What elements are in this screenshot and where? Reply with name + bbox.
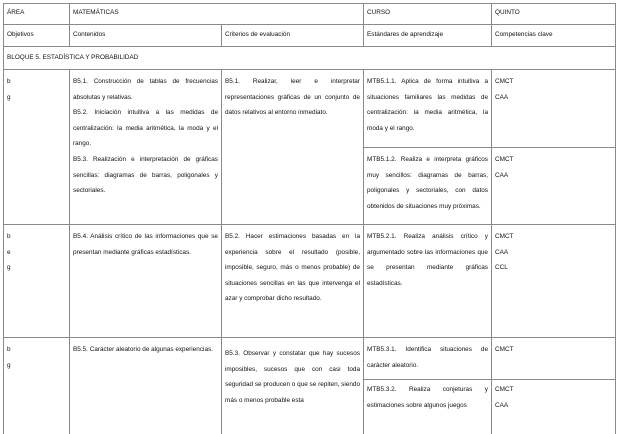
objetivo-item: g bbox=[7, 264, 11, 272]
row-2-objetivos bbox=[3, 224, 69, 337]
competencia-item: CMCT bbox=[495, 386, 514, 393]
competencia-item: CMCT bbox=[495, 233, 514, 240]
competencia-item: CMCT bbox=[495, 78, 514, 85]
competencia-item: CAA bbox=[495, 93, 509, 101]
row-1-objetivos bbox=[3, 69, 69, 224]
row-1-competencias-2 bbox=[491, 147, 615, 224]
objetivo-item: b bbox=[7, 78, 11, 85]
row-1-criterio bbox=[221, 69, 363, 224]
row-3-criterio bbox=[221, 337, 363, 434]
criterio-text: B5.3. Observar y constatar que hay sucesos imposibles, sucesos que con casi toda seguridad se producen o que se repiten, siendo más o menos probable esta bbox=[225, 350, 361, 404]
objetivo-item: g bbox=[7, 93, 11, 101]
estandar-text: MTB5.2.1. Realiza análisis crítico y argumentado sobre las informaciones que se presentan mediante gráficas estadísticas. bbox=[367, 233, 488, 287]
row-1-contenidos bbox=[69, 69, 221, 224]
row-3-competencias-1 bbox=[491, 337, 615, 379]
competencia-item: CAA bbox=[495, 401, 509, 409]
criterio-text: B5.1. Realizar, leer e interpretar representaciones gráficas de un conjunto de datos relativos al entorno inmediato. bbox=[225, 78, 360, 117]
estandar-text: MTB5.3.2. Realiza conjeturas y estimaciones sobre algunos juegos bbox=[367, 386, 488, 409]
competencia-item: CMCT bbox=[495, 346, 514, 353]
row-3-competencias-2 bbox=[491, 379, 615, 434]
competencia-item: CAA bbox=[495, 171, 509, 179]
estandar-text: MTB5.3.1. Identifica situaciones de carácter aleatorio. bbox=[367, 346, 488, 369]
curso-label: CURSO bbox=[367, 9, 391, 16]
contenido-item: B5.1. Construcción de tablas de frecuencias absolutas y relativas. bbox=[73, 78, 218, 101]
objetivo-item: b bbox=[7, 346, 11, 353]
objetivo-item: g bbox=[7, 361, 11, 369]
row-2-criterio bbox=[221, 224, 363, 337]
contenido-item: B5.3. Realización e interpretación de gráficas sencillas: diagramas de barras, poligonales y sectoriales. bbox=[73, 155, 218, 195]
row-3-estandar-2 bbox=[363, 379, 491, 434]
row-1-estandar-2 bbox=[363, 147, 491, 224]
col-header-objetivos: Objetivos bbox=[7, 31, 34, 38]
col-header-competencias: Competencias clave bbox=[495, 31, 553, 38]
objetivo-item: b bbox=[7, 233, 11, 240]
criterio-text: B5.2. Hacer estimaciones basadas en la experiencia sobre el resultado (posible, imposible, seguro, más o menos probable) de situaciones sencillas en las que intervenga el azar y comprobar dicho resultado. bbox=[225, 233, 360, 303]
estandar-text: MTB5.1.2. Realiza e interpreta gráficos muy sencillos: diagramas de barras, poligonales y sectoriales, con datos obtenidos de situaciones muy próximas. bbox=[367, 156, 488, 210]
estandar-text: MTB5.1.1. Aplica de forma intuitiva a situaciones familiares las medidas de centralización: la media aritmética, la moda y el rango. bbox=[367, 78, 488, 132]
row-2-estandar-1 bbox=[363, 224, 491, 337]
col-header-contenidos: Contenidos bbox=[73, 31, 106, 38]
row-2-competencias-1 bbox=[491, 224, 615, 337]
row-1-estandar-1 bbox=[363, 69, 491, 147]
row-1-competencias-1 bbox=[491, 69, 615, 147]
block-title: BLOQUE 5. ESTADÍSTICA Y PROBABILIDAD bbox=[7, 54, 139, 61]
contenido-item: B5.4. Análisis crítico de las informaciones que se presentan mediante gráficas estadísticas. bbox=[73, 233, 218, 256]
row-2-contenidos bbox=[69, 224, 221, 337]
row-3-estandar-1 bbox=[363, 337, 491, 379]
table-border-right bbox=[615, 3, 616, 434]
competencia-item: CAA bbox=[495, 248, 509, 256]
contenido-item: B5.5. Carácter aleatorio de algunas experiencias. bbox=[73, 346, 213, 353]
row-3-objetivos bbox=[3, 337, 69, 434]
curso-value: QUINTO bbox=[495, 9, 520, 16]
competencia-item: CMCT bbox=[495, 156, 514, 163]
objetivo-item: e bbox=[7, 248, 11, 256]
competencia-item: CCL bbox=[495, 264, 508, 272]
contenido-item: B5.2. Iniciación intuitiva a las medidas de centralización: la media aritmética, la moda y el rango. bbox=[73, 109, 218, 148]
area-value: MATEMÁTICAS bbox=[73, 9, 119, 16]
col-header-criterios: Criterios de evaluación bbox=[225, 31, 291, 38]
row-3-contenidos bbox=[69, 337, 221, 434]
area-label: ÁREA bbox=[7, 9, 25, 16]
col-header-estandares: Estándares de aprendizaje bbox=[367, 31, 444, 38]
